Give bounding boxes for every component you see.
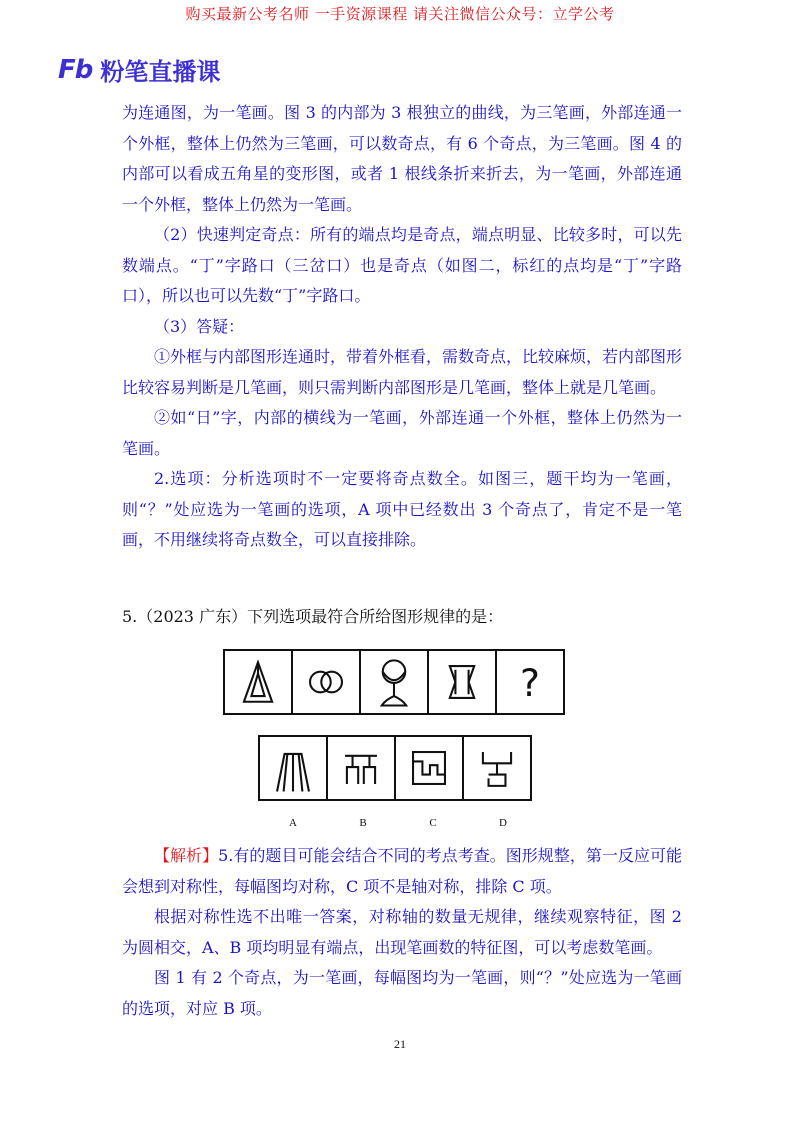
option-label-c: C xyxy=(429,817,437,829)
explanation-text xyxy=(122,98,682,556)
top-banner: 购买最新公考名师 一手资源课程 请关注微信公众号：立学公考 xyxy=(185,5,615,23)
logo-text: 粉笔直播课 xyxy=(100,58,221,86)
paragraph: （3）答疑： xyxy=(154,316,245,336)
analysis-paragraph xyxy=(122,841,682,902)
paragraph: 2.选项：分析选项时不一定要将奇点数全。如图三，题干均为一笔画，则“？”处应选为一笔画的选项，A 项中已经数出 3 个奇点了，肯定不是一笔画，不用继续将奇点数全，可以直接排除。 xyxy=(122,469,682,549)
question-mark: ? xyxy=(520,661,540,706)
stem-figure-2 xyxy=(291,649,361,715)
stem-figure-1 xyxy=(223,649,293,715)
paragraph: ①外框与内部图形连通时，带着外框看，需数奇点，比较麻烦，若内部图形比较容易判断是几笔画，则只需判断内部图形是几笔画，整体上就是几笔画。 xyxy=(122,347,683,397)
option-figure-a[interactable] xyxy=(258,735,328,801)
stem-figure-3 xyxy=(359,649,429,715)
option-label-a: A xyxy=(289,817,297,829)
brand-logo xyxy=(58,52,220,87)
stem-figure-4 xyxy=(427,649,497,715)
analysis-paragraph: 图 1 有 2 个奇点，为一笔画，每幅图均为一笔画，则“？”处应选为一笔画的选项，对应 B 项。 xyxy=(122,968,682,1018)
option-labels xyxy=(258,817,538,829)
paragraph: ②如“日”字，内部的横线为一笔画，外部连通一个外框，整体上仍然为一笔画。 xyxy=(122,408,682,458)
page-number: 21 xyxy=(394,1037,406,1051)
option-label-d: D xyxy=(499,817,507,829)
paragraph: （2）快速判定奇点：所有的端点均是奇点，端点明显、比较多时，可以先数端点。“丁”字路口（三岔口）也是奇点（如图二，标红的点均是“丁”字路口），所以也可以先数“丁”字路口。 xyxy=(122,225,682,305)
stem-figure-question xyxy=(495,649,565,715)
analysis-text: 5.有的题目可能会结合不同的考点考查。图形规整，第一反应可能会想到对称性，每幅图均对称，C 项不是轴对称，排除 C 项。 xyxy=(122,846,682,896)
analysis xyxy=(122,841,682,1024)
stem-figures xyxy=(223,649,565,715)
option-figure-b[interactable] xyxy=(326,735,396,801)
paragraph: 为连通图，为一笔画。图 3 的内部为 3 根独立的曲线，为三笔画，外部连通一个外框，整体上仍然为三笔画，可以数奇点，有 6 个奇点，为三笔画。图 4 的内部可以看成五角星的变形图，或者 1 根线条折来折去，为一笔画，外部连通一个外框，整体上仍然为一笔画。 xyxy=(122,103,682,214)
option-figure-d[interactable] xyxy=(462,735,532,801)
question-stem: 5.（2023 广东）下列选项最符合所给图形规律的是： xyxy=(122,607,504,626)
option-label-b: B xyxy=(359,817,367,829)
option-figure-c[interactable] xyxy=(394,735,464,801)
analysis-tag: 【解析】 xyxy=(154,846,219,865)
option-figures xyxy=(258,735,532,801)
analysis-paragraph: 根据对称性选不出唯一答案，对称轴的数量无规律，继续观察特征，图 2 为圆相交，A、B 项均明显有端点，出现笔画数的特征图，可以考虑数笔画。 xyxy=(122,907,682,957)
logo-mark: Fb xyxy=(58,54,93,85)
